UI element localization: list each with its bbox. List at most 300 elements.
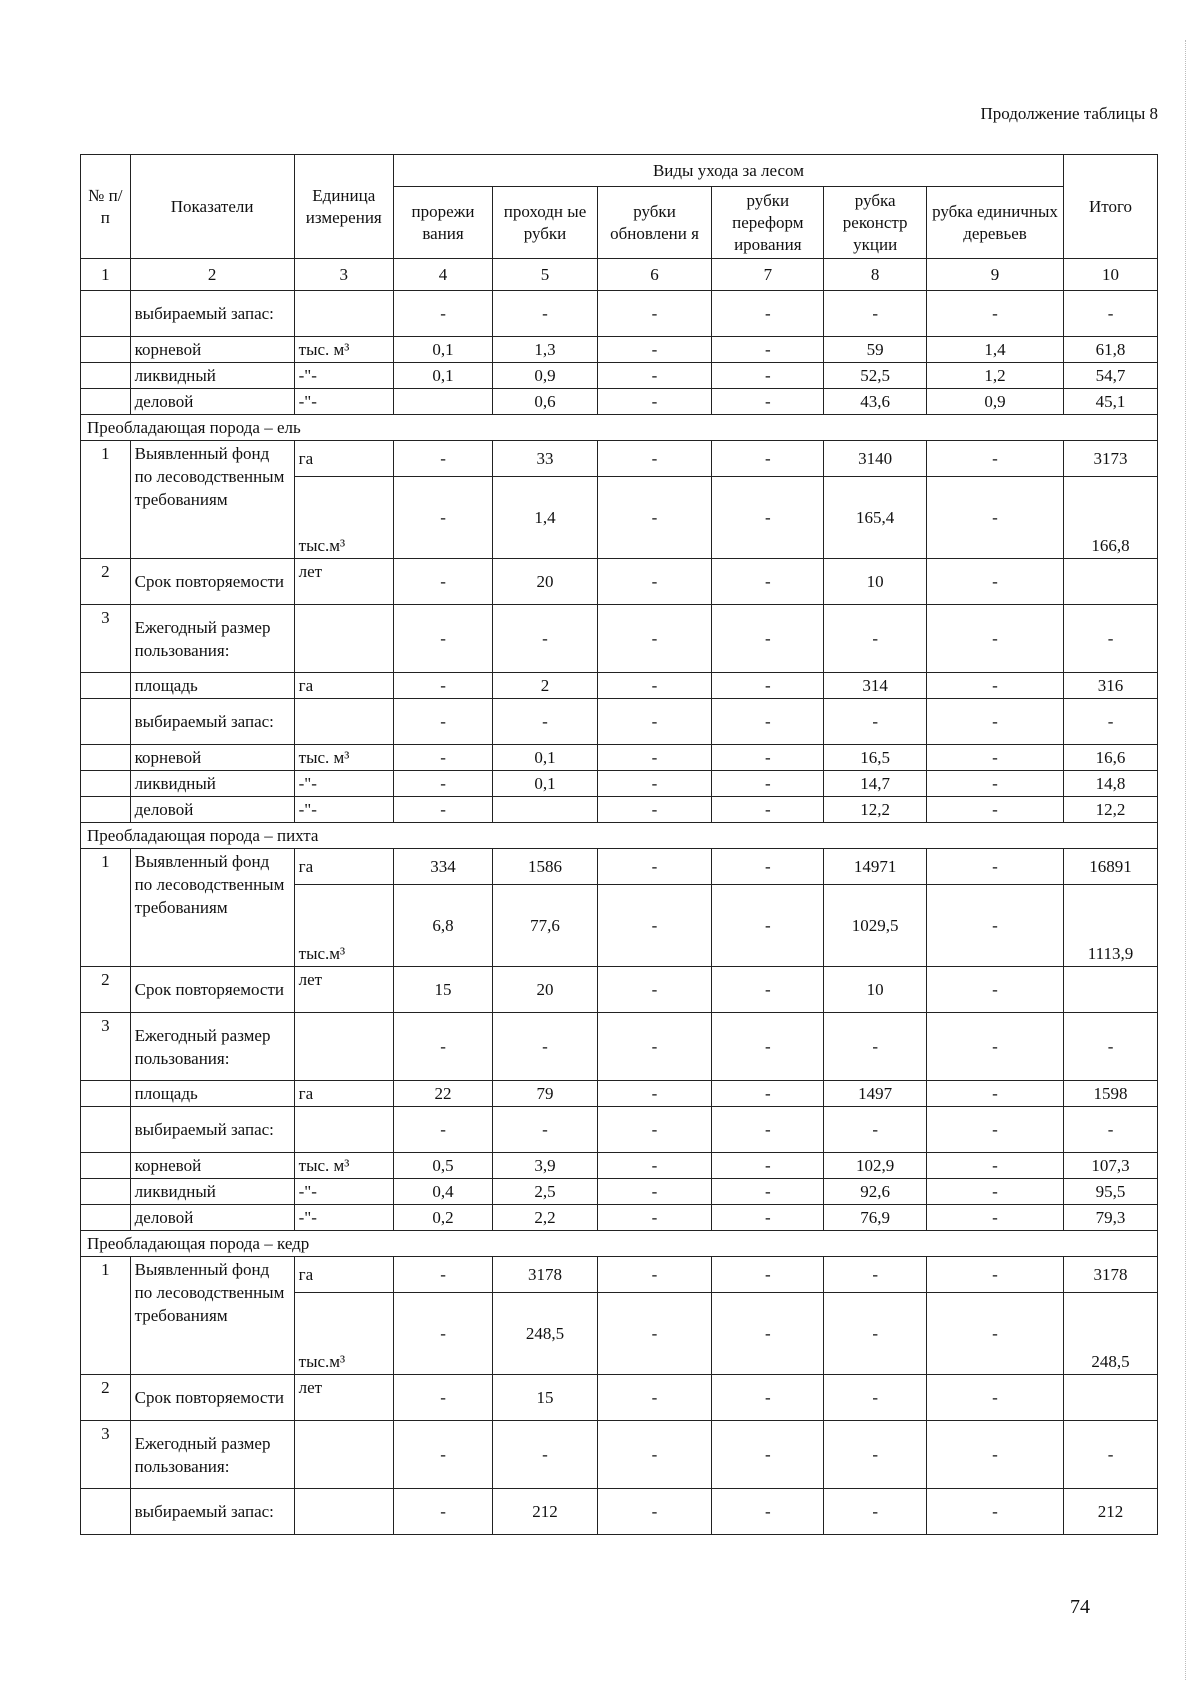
value-cell: -	[926, 441, 1063, 477]
value-cell: 14,8	[1064, 771, 1158, 797]
indicator-name: ликвидный	[130, 1179, 294, 1205]
value-cell: -	[597, 337, 711, 363]
value-cell: -	[393, 771, 492, 797]
value-cell: 1113,9	[1064, 885, 1158, 967]
value-cell: -	[597, 291, 711, 337]
value-cell: 3178	[493, 1257, 598, 1293]
indicator-name: корневой	[130, 337, 294, 363]
row-number: 1	[81, 441, 131, 559]
row-number	[81, 389, 131, 415]
value-cell: -	[393, 1489, 492, 1535]
value-cell: -	[493, 699, 598, 745]
table-row	[81, 363, 1158, 389]
section-title-row	[81, 1231, 1158, 1257]
value-cell: -	[597, 771, 711, 797]
header-reformation-cuts: рубки переформ ирования	[712, 187, 824, 259]
value-cell: -	[393, 673, 492, 699]
value-cell: 10	[824, 967, 927, 1013]
value-cell: 3178	[1064, 1257, 1158, 1293]
value-cell: -	[824, 1293, 927, 1375]
page-edge-line	[1185, 40, 1186, 1680]
value-cell: -	[712, 745, 824, 771]
colnum: 1	[81, 259, 131, 291]
value-cell: -	[712, 1421, 824, 1489]
value-cell: -	[493, 1421, 598, 1489]
indicator-name: ликвидный	[130, 363, 294, 389]
value-cell: 3140	[824, 441, 927, 477]
indicator-name: выбираемый запас:	[130, 291, 294, 337]
value-cell: -	[926, 699, 1063, 745]
value-cell: -	[712, 363, 824, 389]
indicator-name: корневой	[130, 1153, 294, 1179]
value-cell: -	[597, 673, 711, 699]
value-cell	[1064, 967, 1158, 1013]
table-caption: Продолжение таблицы 8	[980, 104, 1158, 123]
value-cell: 33	[493, 441, 598, 477]
table-row	[81, 1013, 1158, 1081]
value-cell: -	[393, 1293, 492, 1375]
value-cell: -	[493, 1013, 598, 1081]
value-cell: 2,2	[493, 1205, 598, 1231]
value-cell: -	[712, 441, 824, 477]
value-cell: 1,2	[926, 363, 1063, 389]
indicator-name: площадь	[130, 1081, 294, 1107]
value-cell: 76,9	[824, 1205, 927, 1231]
indicator-name: Ежегодный размер пользования:	[130, 1013, 294, 1081]
value-cell: -	[1064, 1013, 1158, 1081]
table-row	[81, 745, 1158, 771]
indicator-name: площадь	[130, 673, 294, 699]
row-number: 2	[81, 967, 131, 1013]
value-cell: -	[712, 291, 824, 337]
value-cell: -	[926, 1081, 1063, 1107]
table-row	[81, 673, 1158, 699]
unit-cell: га	[294, 1081, 393, 1107]
value-cell: 0,6	[493, 389, 598, 415]
colnum: 8	[824, 259, 927, 291]
value-cell: -	[597, 1205, 711, 1231]
table-row	[81, 337, 1158, 363]
value-cell: -	[597, 389, 711, 415]
value-cell: -	[926, 477, 1063, 559]
row-number	[81, 1489, 131, 1535]
value-cell: -	[824, 699, 927, 745]
value-cell: -	[712, 797, 824, 823]
value-cell: -	[597, 363, 711, 389]
value-cell: 0,1	[493, 771, 598, 797]
unit-cell: тыс. м³	[294, 1153, 393, 1179]
value-cell: -	[926, 673, 1063, 699]
value-cell: 212	[493, 1489, 598, 1535]
value-cell: 3173	[1064, 441, 1158, 477]
value-cell: 212	[1064, 1489, 1158, 1535]
unit-cell	[294, 291, 393, 337]
unit-cell: тыс.м³	[294, 477, 393, 559]
unit-cell: тыс.м³	[294, 1293, 393, 1375]
value-cell: -	[926, 1179, 1063, 1205]
value-cell: 52,5	[824, 363, 927, 389]
value-cell: -	[393, 1107, 492, 1153]
value-cell: -	[824, 1421, 927, 1489]
indicator-name: выбираемый запас:	[130, 1489, 294, 1535]
row-number	[81, 1179, 131, 1205]
header-total: Итого	[1064, 155, 1158, 259]
value-cell: -	[926, 1375, 1063, 1421]
section-title: Преобладающая порода – кедр	[81, 1231, 1158, 1257]
unit-cell: тыс. м³	[294, 745, 393, 771]
row-number	[81, 699, 131, 745]
value-cell: -	[712, 885, 824, 967]
row-number	[81, 797, 131, 823]
row-number	[81, 1107, 131, 1153]
value-cell: -	[597, 885, 711, 967]
value-cell: -	[1064, 1107, 1158, 1153]
unit-cell	[294, 1421, 393, 1489]
forest-care-table	[80, 154, 1158, 1535]
value-cell: -	[493, 605, 598, 673]
value-cell: 1497	[824, 1081, 927, 1107]
value-cell: -	[926, 771, 1063, 797]
value-cell: -	[712, 771, 824, 797]
value-cell: -	[712, 1081, 824, 1107]
value-cell	[1064, 559, 1158, 605]
value-cell: 0,2	[393, 1205, 492, 1231]
value-cell: -	[712, 477, 824, 559]
value-cell: -	[926, 1205, 1063, 1231]
value-cell: -	[393, 605, 492, 673]
value-cell: -	[597, 477, 711, 559]
table-row	[81, 1107, 1158, 1153]
value-cell: -	[1064, 291, 1158, 337]
unit-cell: га	[294, 673, 393, 699]
value-cell: -	[712, 1375, 824, 1421]
colnum: 3	[294, 259, 393, 291]
table-row	[81, 1375, 1158, 1421]
value-cell: 2,5	[493, 1179, 598, 1205]
value-cell: 59	[824, 337, 927, 363]
value-cell: -	[597, 1293, 711, 1375]
header-passing-cuts: проходн ые рубки	[493, 187, 598, 259]
table-row	[81, 1421, 1158, 1489]
table-row	[81, 1205, 1158, 1231]
value-cell: -	[597, 1179, 711, 1205]
row-number: 1	[81, 849, 131, 967]
value-cell: -	[712, 849, 824, 885]
value-cell: -	[597, 967, 711, 1013]
unit-cell: га	[294, 1257, 393, 1293]
indicator-name: деловой	[130, 389, 294, 415]
header-num: № п/п	[81, 155, 131, 259]
value-cell	[493, 797, 598, 823]
unit-cell: тыс.м³	[294, 885, 393, 967]
section-title-row	[81, 823, 1158, 849]
table-row	[81, 559, 1158, 605]
value-cell: -	[393, 1013, 492, 1081]
header-unit: Единица измерения	[294, 155, 393, 259]
value-cell: 10	[824, 559, 927, 605]
value-cell: 54,7	[1064, 363, 1158, 389]
value-cell: 1598	[1064, 1081, 1158, 1107]
value-cell: 14971	[824, 849, 927, 885]
value-cell: -	[597, 1375, 711, 1421]
value-cell: -	[824, 1013, 927, 1081]
value-cell: 79,3	[1064, 1205, 1158, 1231]
section-title: Преобладающая порода – пихта	[81, 823, 1158, 849]
value-cell: -	[824, 1107, 927, 1153]
value-cell: -	[493, 291, 598, 337]
indicator-name: Срок повторяемости	[130, 1375, 294, 1421]
value-cell: -	[393, 797, 492, 823]
value-cell: -	[926, 605, 1063, 673]
table-row	[81, 797, 1158, 823]
value-cell: -	[712, 337, 824, 363]
value-cell: -	[712, 1107, 824, 1153]
value-cell: -	[926, 1489, 1063, 1535]
value-cell: 1,4	[926, 337, 1063, 363]
header-indicators: Показатели	[130, 155, 294, 259]
value-cell: 248,5	[1064, 1293, 1158, 1375]
value-cell: 20	[493, 559, 598, 605]
indicator-name: Выявленный фонд по лесоводственным требованиям	[130, 1257, 294, 1375]
value-cell: -	[597, 849, 711, 885]
table-row	[81, 1153, 1158, 1179]
indicator-name: Срок повторяемости	[130, 967, 294, 1013]
value-cell	[1064, 1375, 1158, 1421]
colnum: 4	[393, 259, 492, 291]
unit-cell: -"-	[294, 363, 393, 389]
unit-cell: -"-	[294, 1179, 393, 1205]
value-cell: -	[926, 559, 1063, 605]
value-cell: -	[597, 605, 711, 673]
unit-cell: га	[294, 849, 393, 885]
value-cell: 1,3	[493, 337, 598, 363]
table-row	[81, 291, 1158, 337]
value-cell: -	[597, 797, 711, 823]
unit-cell	[294, 1489, 393, 1535]
value-cell: -	[1064, 699, 1158, 745]
value-cell: -	[597, 441, 711, 477]
unit-cell: -"-	[294, 771, 393, 797]
value-cell: 0,1	[493, 745, 598, 771]
table-body	[81, 291, 1158, 1535]
row-number: 3	[81, 605, 131, 673]
colnum: 5	[493, 259, 598, 291]
value-cell: -	[597, 1153, 711, 1179]
value-cell: -	[824, 291, 927, 337]
value-cell: 16,6	[1064, 745, 1158, 771]
value-cell: 165,4	[824, 477, 927, 559]
value-cell: -	[712, 967, 824, 1013]
table-row	[81, 1489, 1158, 1535]
value-cell: -	[597, 1421, 711, 1489]
indicator-name: Выявленный фонд по лесоводственным требованиям	[130, 849, 294, 967]
value-cell: 0,1	[393, 337, 492, 363]
value-cell: 1029,5	[824, 885, 927, 967]
header-reconstruction-cut: рубка реконстр укции	[824, 187, 927, 259]
column-number-row	[81, 259, 1158, 291]
value-cell: 314	[824, 673, 927, 699]
value-cell: 316	[1064, 673, 1158, 699]
value-cell: 1586	[493, 849, 598, 885]
value-cell: -	[597, 1081, 711, 1107]
value-cell: -	[712, 389, 824, 415]
indicator-name: Срок повторяемости	[130, 559, 294, 605]
value-cell: -	[712, 605, 824, 673]
value-cell: -	[597, 1489, 711, 1535]
value-cell: -	[712, 673, 824, 699]
value-cell: 14,7	[824, 771, 927, 797]
value-cell: -	[597, 699, 711, 745]
value-cell: -	[597, 1013, 711, 1081]
page-number: 74	[1070, 1596, 1090, 1618]
colnum: 2	[130, 259, 294, 291]
section-title: Преобладающая порода – ель	[81, 415, 1158, 441]
indicator-name: деловой	[130, 797, 294, 823]
value-cell	[393, 389, 492, 415]
unit-cell	[294, 699, 393, 745]
table-row	[81, 849, 1158, 885]
value-cell: 12,2	[1064, 797, 1158, 823]
value-cell: 6,8	[393, 885, 492, 967]
value-cell: 0,9	[493, 363, 598, 389]
row-number	[81, 673, 131, 699]
value-cell: -	[597, 745, 711, 771]
indicator-name: корневой	[130, 745, 294, 771]
value-cell: -	[597, 1107, 711, 1153]
value-cell: 15	[493, 1375, 598, 1421]
row-number	[81, 1081, 131, 1107]
value-cell: -	[712, 1153, 824, 1179]
value-cell: -	[926, 967, 1063, 1013]
header-renewal-cuts: рубки обновлени я	[597, 187, 711, 259]
value-cell: 0,5	[393, 1153, 492, 1179]
value-cell: -	[926, 797, 1063, 823]
value-cell: -	[926, 1013, 1063, 1081]
indicator-name: деловой	[130, 1205, 294, 1231]
value-cell: -	[712, 699, 824, 745]
row-number: 2	[81, 559, 131, 605]
value-cell: -	[712, 1013, 824, 1081]
row-number	[81, 771, 131, 797]
table-row	[81, 441, 1158, 477]
value-cell: -	[393, 1421, 492, 1489]
section-title-row	[81, 415, 1158, 441]
value-cell: 0,1	[393, 363, 492, 389]
value-cell: -	[393, 745, 492, 771]
row-number: 2	[81, 1375, 131, 1421]
unit-cell: лет	[294, 967, 393, 1013]
colnum: 7	[712, 259, 824, 291]
value-cell: -	[824, 605, 927, 673]
table-row	[81, 1257, 1158, 1293]
row-number	[81, 337, 131, 363]
row-number	[81, 291, 131, 337]
row-number: 3	[81, 1421, 131, 1489]
colnum: 6	[597, 259, 711, 291]
table-row	[81, 1081, 1158, 1107]
value-cell: -	[926, 1421, 1063, 1489]
indicator-name: Выявленный фонд по лесоводственным требованиям	[130, 441, 294, 559]
row-number	[81, 1205, 131, 1231]
row-number	[81, 1153, 131, 1179]
value-cell: -	[824, 1489, 927, 1535]
value-cell: -	[926, 1257, 1063, 1293]
value-cell: 95,5	[1064, 1179, 1158, 1205]
value-cell: 12,2	[824, 797, 927, 823]
colnum: 10	[1064, 259, 1158, 291]
unit-cell	[294, 1013, 393, 1081]
value-cell: -	[824, 1257, 927, 1293]
value-cell: -	[712, 559, 824, 605]
unit-cell	[294, 605, 393, 673]
table-row	[81, 389, 1158, 415]
unit-cell: -"-	[294, 797, 393, 823]
indicator-name: выбираемый запас:	[130, 699, 294, 745]
value-cell: 22	[393, 1081, 492, 1107]
value-cell: -	[926, 1153, 1063, 1179]
value-cell: -	[393, 699, 492, 745]
value-cell: 61,8	[1064, 337, 1158, 363]
unit-cell: лет	[294, 1375, 393, 1421]
row-number	[81, 363, 131, 389]
indicator-name: ликвидный	[130, 771, 294, 797]
value-cell: 16891	[1064, 849, 1158, 885]
value-cell: 334	[393, 849, 492, 885]
value-cell: -	[926, 291, 1063, 337]
row-number: 1	[81, 1257, 131, 1375]
value-cell: 102,9	[824, 1153, 927, 1179]
unit-cell: -"-	[294, 1205, 393, 1231]
unit-cell: -"-	[294, 389, 393, 415]
value-cell: 248,5	[493, 1293, 598, 1375]
value-cell: 2	[493, 673, 598, 699]
value-cell: -	[712, 1293, 824, 1375]
value-cell: -	[393, 559, 492, 605]
value-cell: -	[597, 1257, 711, 1293]
value-cell: -	[824, 1375, 927, 1421]
row-number	[81, 745, 131, 771]
value-cell: 0,4	[393, 1179, 492, 1205]
table-row	[81, 1179, 1158, 1205]
value-cell: -	[926, 849, 1063, 885]
table-row	[81, 771, 1158, 797]
value-cell: -	[926, 1293, 1063, 1375]
value-cell: -	[1064, 1421, 1158, 1489]
value-cell: -	[712, 1179, 824, 1205]
value-cell: 43,6	[824, 389, 927, 415]
value-cell: 92,6	[824, 1179, 927, 1205]
unit-cell: тыс. м³	[294, 337, 393, 363]
value-cell: -	[712, 1257, 824, 1293]
value-cell: 0,9	[926, 389, 1063, 415]
value-cell: -	[926, 1107, 1063, 1153]
table-row	[81, 605, 1158, 673]
value-cell: 20	[493, 967, 598, 1013]
value-cell: -	[393, 1257, 492, 1293]
value-cell: -	[926, 745, 1063, 771]
value-cell: -	[712, 1489, 824, 1535]
value-cell: -	[493, 1107, 598, 1153]
value-cell: 3,9	[493, 1153, 598, 1179]
row-number: 3	[81, 1013, 131, 1081]
value-cell: 79	[493, 1081, 598, 1107]
indicator-name: Ежегодный размер пользования:	[130, 605, 294, 673]
value-cell: -	[926, 885, 1063, 967]
value-cell: 1,4	[493, 477, 598, 559]
value-cell: 15	[393, 967, 492, 1013]
value-cell: 107,3	[1064, 1153, 1158, 1179]
header-single-tree-cut: рубка единичных деревьев	[926, 187, 1063, 259]
